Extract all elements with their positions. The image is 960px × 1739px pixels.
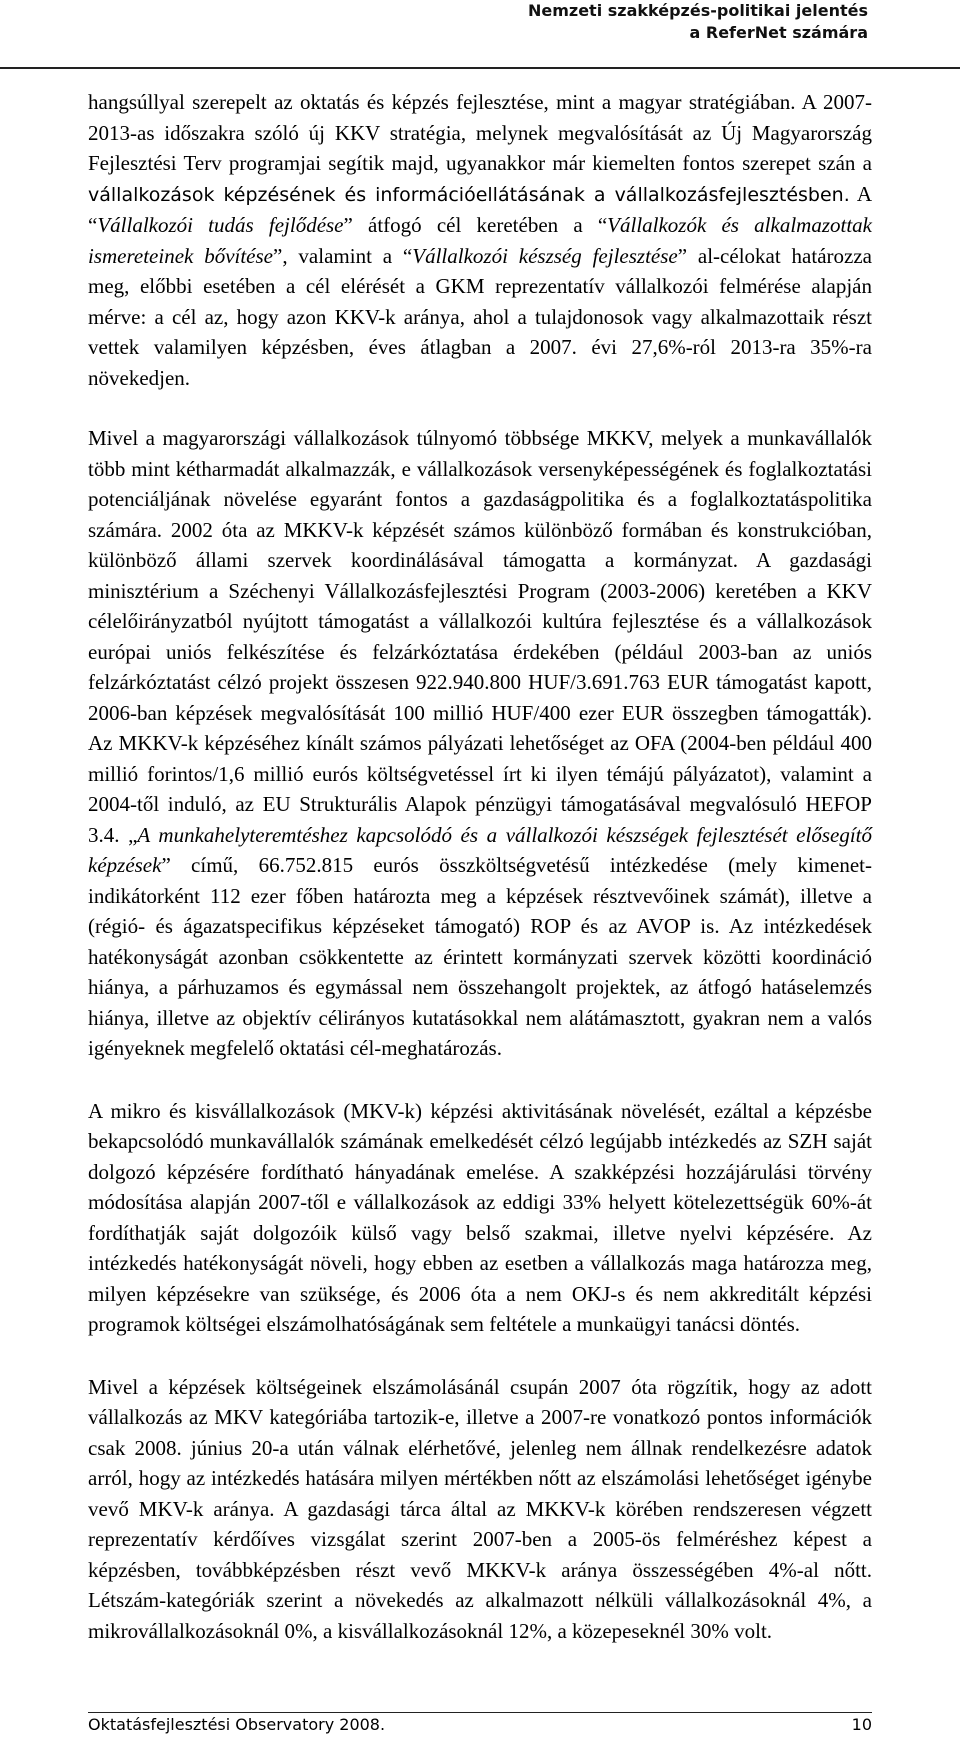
footer-publisher: Oktatásfejlesztési Observatory 2008. bbox=[88, 1715, 386, 1734]
p1-italic-h: Vállalkozói készség fejlesztése bbox=[412, 243, 678, 268]
paragraph-1 bbox=[88, 87, 872, 393]
p1-text-a: hangsúllyal szerepelt az oktatás és képzés fejlesztése, mint a magyar stratégiában. A 2007-2013-as időszakra szóló új KKV stratégia, melynek megvalósítását az Új Magyarország Fejlesztési Terv programjai segítik majd, ugyanakkor már kiemelten fontos szerepet szán a bbox=[88, 90, 872, 175]
p1-text-e: ” átfogó cél keretében a “ bbox=[343, 213, 608, 237]
header-title-line1: Nemzeti szakképzés-politikai jelentés bbox=[527, 1, 868, 20]
p1-text-b: vállalkozások képzésének és információellátásának a vállalkozásfejlesztésben. bbox=[88, 183, 850, 206]
paragraph-4: Mivel a képzések költségeinek elszámolásánál csupán 2007 óta rögzítik, hogy az adott vállalkozás az MKV kategóriába tartozik-e, illetve a 2007-re vonatkozó pontos információk csak 2008. június 20-a után válnak elérhetővé, jelenleg nem állnak rendelkezésre adatok arról, hogy az intézkedés hatására milyen mértékben nőtt az elszámolási lehetőséget igénybe vevő MKV-k aránya. A gazdasági tárca által az MKKV-k körében rendszeresen végzett reprezentatív kérdőíves vizsgálat szerint 2007-ben a 2005-ös felméréshez képest a képzésben, továbbképzésben részt vevő MKKV-k aránya összességében 4%-al nőtt. Létszám-kategóriák szerint a növekedés az alkalmazott nélküli vállalkozásoknál 4%, a mikrovállalkozásoknál 0%, a kisvállalkozásoknál 12%, a közepeseknél 30% volt. bbox=[88, 1374, 872, 1643]
p1-italic-f: Vállalkozók és alkalmazottak ismereteinek bővítése bbox=[88, 213, 872, 268]
running-header bbox=[268, 0, 868, 44]
page-number: 10 bbox=[851, 1715, 872, 1734]
running-footer bbox=[88, 1713, 872, 1737]
p1-text-g: ”, valamint a “ bbox=[273, 243, 413, 268]
header-divider bbox=[0, 67, 960, 69]
paragraph-3: A mikro és kisvállalkozások (MKV-k) képzési aktivitásának növelését, ezáltal a képzésbe bekapcsolódó munkavállalók számának emelkedését célzó legújabb intézkedés az SZH saját dolgozó képzésére fordítható hányadának emelése. A szakképzési hozzájárulási törvény módosítása alapján 2007-től e vállalkozások az eddigi 33% helyett kötelezettségük 60%-át fordíthatják saját dolgozóik külső vagy belső szakmai, illetve nyelvi képzésére. Az intézkedés hatékonyságát növeli, hogy ebben az esetben a vállalkozás maga határozza meg, milyen képzésekre van szüksége, és 2006 óta a nem OKJ-s és nem akkreditált képzési programok költségei elszámolhatóságának sem feltétele a munkaügyi tanácsi döntés. bbox=[88, 1098, 872, 1336]
body-text bbox=[88, 87, 872, 1678]
header-title-line2: a ReferNet számára bbox=[689, 23, 868, 42]
p1-text-c: A “ bbox=[88, 181, 872, 237]
p2-text-a: Mivel a magyarországi vállalkozások túlnyomó többsége MKKV, melyek a munkavállalók több mint kétharmadát alkalmazzák, e vállalkozások versenyképességének és foglalkoztatási potenciáljának növelése egyaránt fontos a gazdaságpolitika és a foglalkoztatáspolitika számára. 2002 óta az MKKV-k képzését számos különböző formában és konstrukcióban, különböző állami szervek koordinálásával támogatta a kormányzat. A gazdasági minisztérium a Széchenyi Vállalkozásfejlesztési Program (2003-2006) keretében a KKV célelőirányzatból nyújtott támogatást a vállalkozói kultúra fejlesztése és a vállalkozások európai uniós felkészítése és felzárkóztatása érdekében (például 2003-ban az uniós felzárkóztatást célzó projekt összesen 922.940.800 HUF/3.691.763 EUR támogatást kapott, 2006-ban képzések megvalósítását 100 millió HUF/400 ezer EUR összegben támogatták). Az MKKV-k képzéséhez kínált számos pályázati lehetőséget az OFA (2004-ben például 400 millió forintos/1,6 millió eurós költségvetéssel írt ki ilyen témájú pályázatot), valamint a 2004-től induló, az EU Strukturális Alapok pénzügyi támogatásával megvalósuló HEFOP 3.4. „ bbox=[88, 426, 872, 847]
paragraph-2 bbox=[88, 423, 872, 1064]
p1-italic-d: Vállalkozói tudás fejlődése bbox=[97, 213, 344, 237]
p2-text-c: ” című, 66.752.815 eurós összköltségvetésű intézkedése (mely kimenet-indikátorként 112 ezer főben határozta meg a képzések résztvevőinek számát), illetve a (régió- és ágazatspecifikus képzéseket támogató) ROP és az AVOP is. Az intézkedések hatékonyságát azonban csökkentette az érintett kormányzati szervek közötti koordináció hiánya, a párhuzamos és egymással nem összehangolt projektek, az átfogó hatáselemzés hiánya, illetve az objektív célirányos kutatásokkal nem alátámasztott, gyakran nem a valós igényeknek megfelelő oktatási cél-meghatározás. bbox=[88, 853, 872, 1060]
p2-italic-b: A munkahelyteremtéshez kapcsolódó és a vállalkozói készségek fejlesztését elősegítő képzések bbox=[88, 822, 872, 877]
p1-text-i: ” al-célokat határozza meg, előbbi esetében a cél elérését a GKM reprezentatív vállalkozói felmérése alapján mérve: a cél az, hogy azon KKV-k aránya, ahol a tulajdonosok vagy alkalmazottaik részt vettek valamilyen képzésben, éves átlagban a 2007. évi 27,6%-ról 2013-ra 35%-ra növekedjen. bbox=[88, 243, 872, 390]
